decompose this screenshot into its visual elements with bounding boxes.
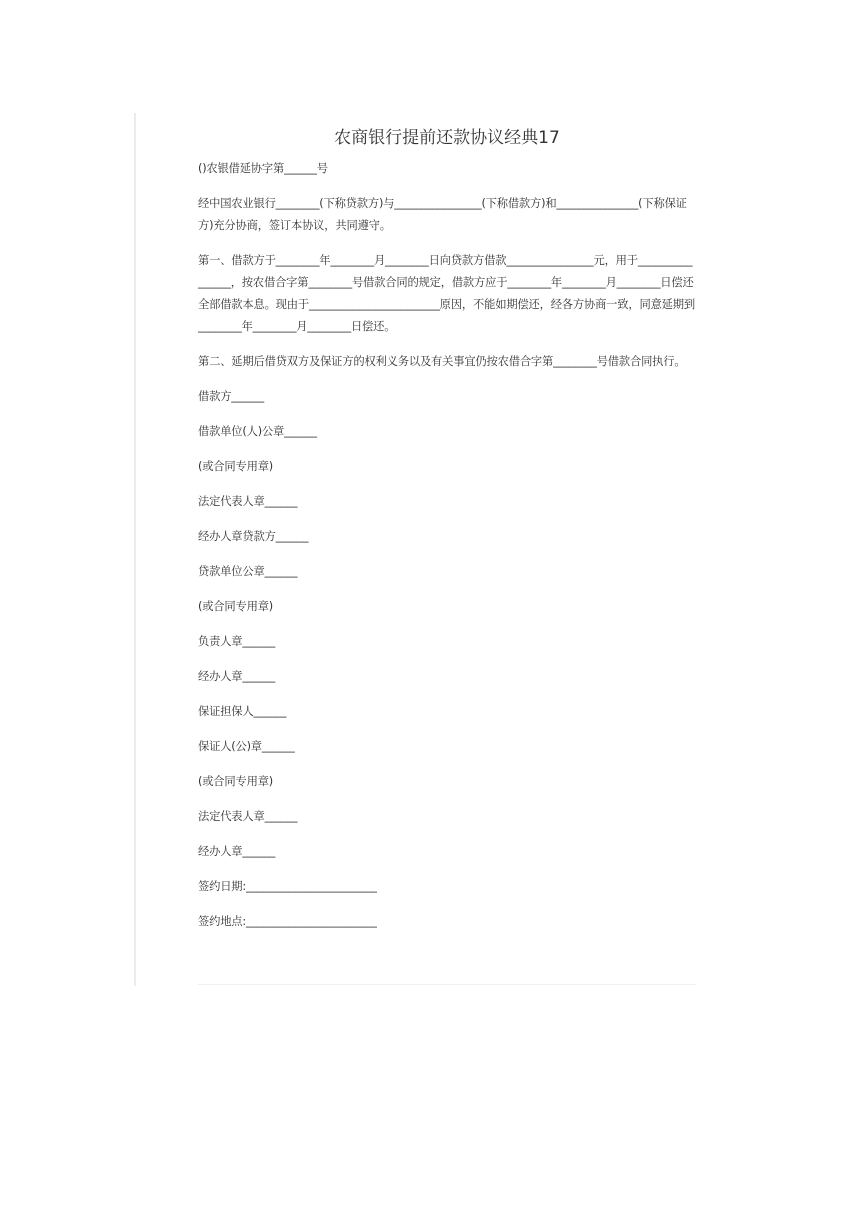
signature-line-handler: 经办人章______ [198, 845, 276, 858]
clause-one-paragraph: 第一、借款方于________年________月________日向贷款方借款________________元，用于________________，按农借合字第________号借款合同的规定，借款方应于________年________月________日偿还全部借款本息。现由于________________________原因，不能如期偿还，经各方协商一致，同意延期到________年________月________日偿还。 [198, 254, 695, 333]
parties-paragraph: 经中国农业银行________(下称贷款方)与________________(下称借款方)和_______________(下称保证方)充分协商，签订本协议，共同遵守。 [198, 197, 687, 232]
signature-block [198, 386, 696, 933]
signature-line-handler-lender: 经办人章贷款方______ [198, 530, 309, 543]
signature-line-contract-seal: (或合同专用章) [198, 775, 273, 788]
signature-line-lender-seal: 贷款单位公章______ [198, 565, 298, 578]
signature-line-guarantor: 保证担保人______ [198, 705, 287, 718]
signing-date: 签约日期:________________________ [198, 880, 377, 893]
signature-line-contract-seal: (或合同专用章) [198, 460, 273, 473]
document-body [198, 124, 696, 946]
signature-line-person-in-charge: 负责人章______ [198, 635, 276, 648]
signature-line-guarantor-seal: 保证人(公)章______ [198, 740, 295, 753]
signature-line-legal-rep: 法定代表人章______ [198, 495, 298, 508]
bottom-divider [198, 984, 696, 985]
signature-line-legal-rep: 法定代表人章______ [198, 810, 298, 823]
signature-line-borrower-seal: 借款单位(人)公章______ [198, 425, 317, 438]
document-title: 农商银行提前还款协议经典17 [334, 128, 560, 148]
reference-number: ()农银借延协字第______号 [198, 162, 328, 175]
clause-two-paragraph: 第二、延期后借贷双方及保证方的权利义务以及有关事宜仍按农借合字第________号借款合同执行。 [198, 355, 686, 368]
signature-line-contract-seal: (或合同专用章) [198, 600, 273, 613]
signature-line-handler: 经办人章______ [198, 670, 276, 683]
signature-line-borrower: 借款方______ [198, 390, 264, 403]
left-margin-rule [134, 113, 136, 986]
signing-place: 签约地点:________________________ [198, 915, 377, 928]
